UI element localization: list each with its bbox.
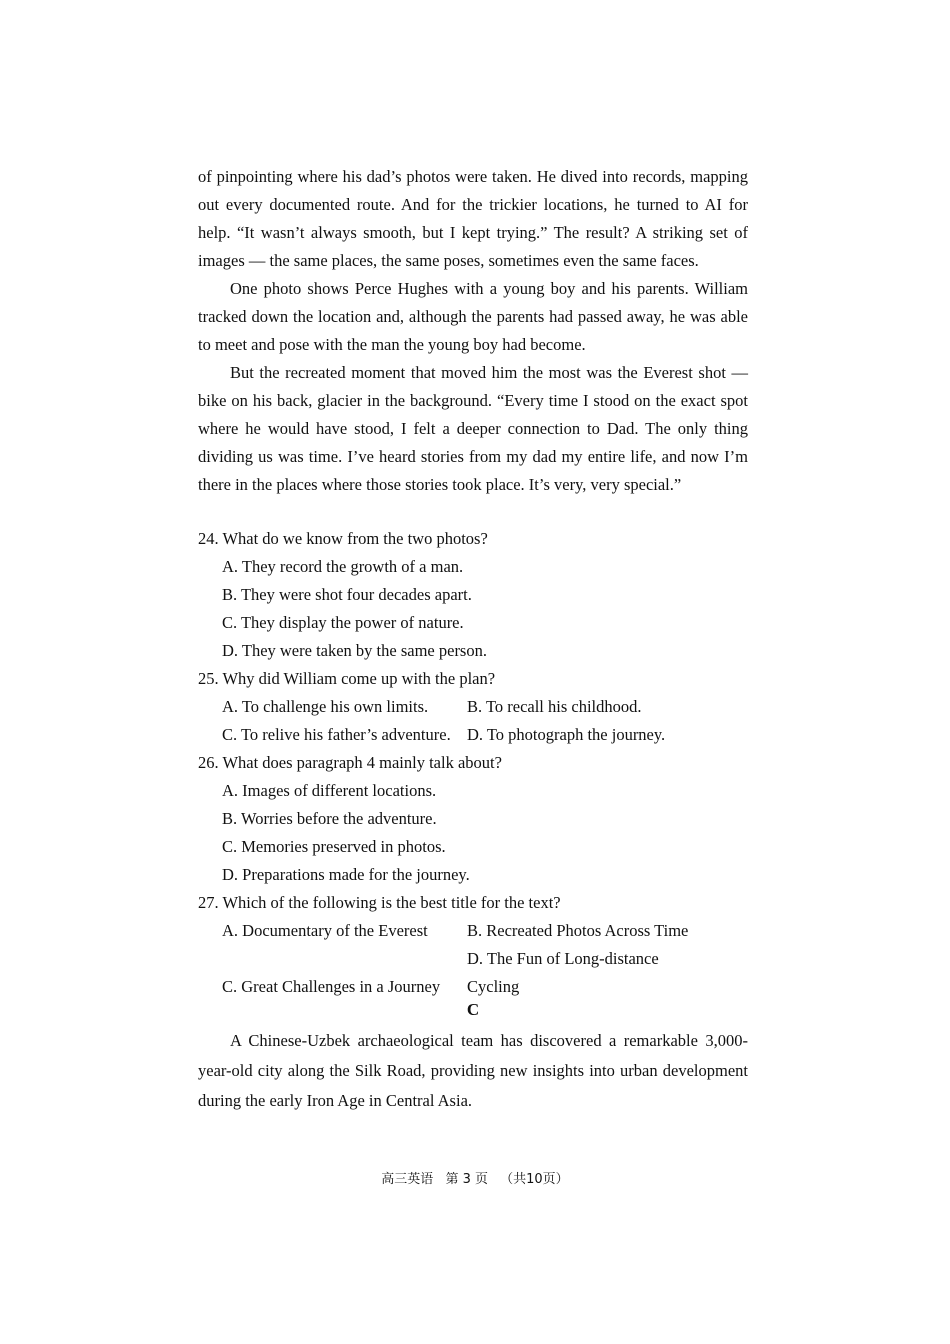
paragraph: But the recreated moment that moved him the most was the Everest shot — bike on his back, glacier in the background. “Every time I stood on the exact spot where he would have stood, I felt a deeper connection to Dad. The only thing dividing us was time. I’ve heard stories from my dad my entire life, and now I’m there in the places where those stories took place. It’s very, very special.” (198, 363, 748, 494)
option: D. To photograph the journey. (467, 725, 666, 744)
paragraph: of pinpointing where his dad’s photos were taken. He dived into records, mapping out every documented route. And for the trickier locations, he turned to AI for help. “It wasn’t always smooth, but I kept trying.” The result? A striking set of images — the same places, the same poses, sometimes even the same faces. (198, 167, 748, 270)
section-heading: C (466, 1000, 480, 1019)
page-footer (0, 1168, 950, 1187)
question-list (198, 525, 748, 1001)
option: B. Worries before the adventure. (222, 809, 437, 828)
option: C. Great Challenges in a Journey (222, 977, 441, 996)
option: D. The Fun of Long-distance Cycling (467, 949, 659, 996)
footer-subject: 高三英语 (381, 1172, 434, 1187)
option: A. Images of different locations. (222, 781, 437, 800)
option: B. They were shot four decades apart. (222, 585, 472, 604)
passage-c (198, 1026, 748, 1116)
option: B. To recall his childhood. (467, 697, 642, 716)
option-list (222, 693, 748, 749)
option: A. They record the growth of a man. (222, 557, 464, 576)
footer-page-number: 第 3 页 (445, 1172, 488, 1187)
option: B. Recreated Photos Across Time (467, 921, 689, 940)
passage-b (198, 163, 748, 499)
question-stem: 27. Which of the following is the best title for the text? (198, 893, 561, 912)
option: A. Documentary of the Everest (222, 921, 428, 940)
option: D. Preparations made for the journey. (222, 865, 470, 884)
option: D. They were taken by the same person. (222, 641, 487, 660)
footer-page-total: （共10页） (500, 1172, 569, 1187)
option: C. To relive his father’s adventure. (222, 725, 451, 744)
question-stem: 26. What does paragraph 4 mainly talk about? (198, 753, 502, 772)
option-list (222, 777, 748, 889)
paragraph: One photo shows Perce Hughes with a young boy and his parents. William tracked down the location and, although the parents had passed away, he was able to meet and pose with the man the young boy had become. (198, 279, 748, 354)
option-list (222, 553, 748, 665)
option: C. They display the power of nature. (222, 613, 464, 632)
question-stem: 25. Why did William come up with the plan? (198, 669, 496, 688)
question-stem: 24. What do we know from the two photos? (198, 529, 488, 548)
option: C. Memories preserved in photos. (222, 837, 446, 856)
paragraph: A Chinese-Uzbek archaeological team has discovered a remarkable 3,000-year-old city along the Silk Road, providing new insights into urban development during the early Iron Age in Central Asia. (198, 1031, 748, 1110)
option-list (222, 917, 748, 1001)
option: A. To challenge his own limits. (222, 697, 429, 716)
